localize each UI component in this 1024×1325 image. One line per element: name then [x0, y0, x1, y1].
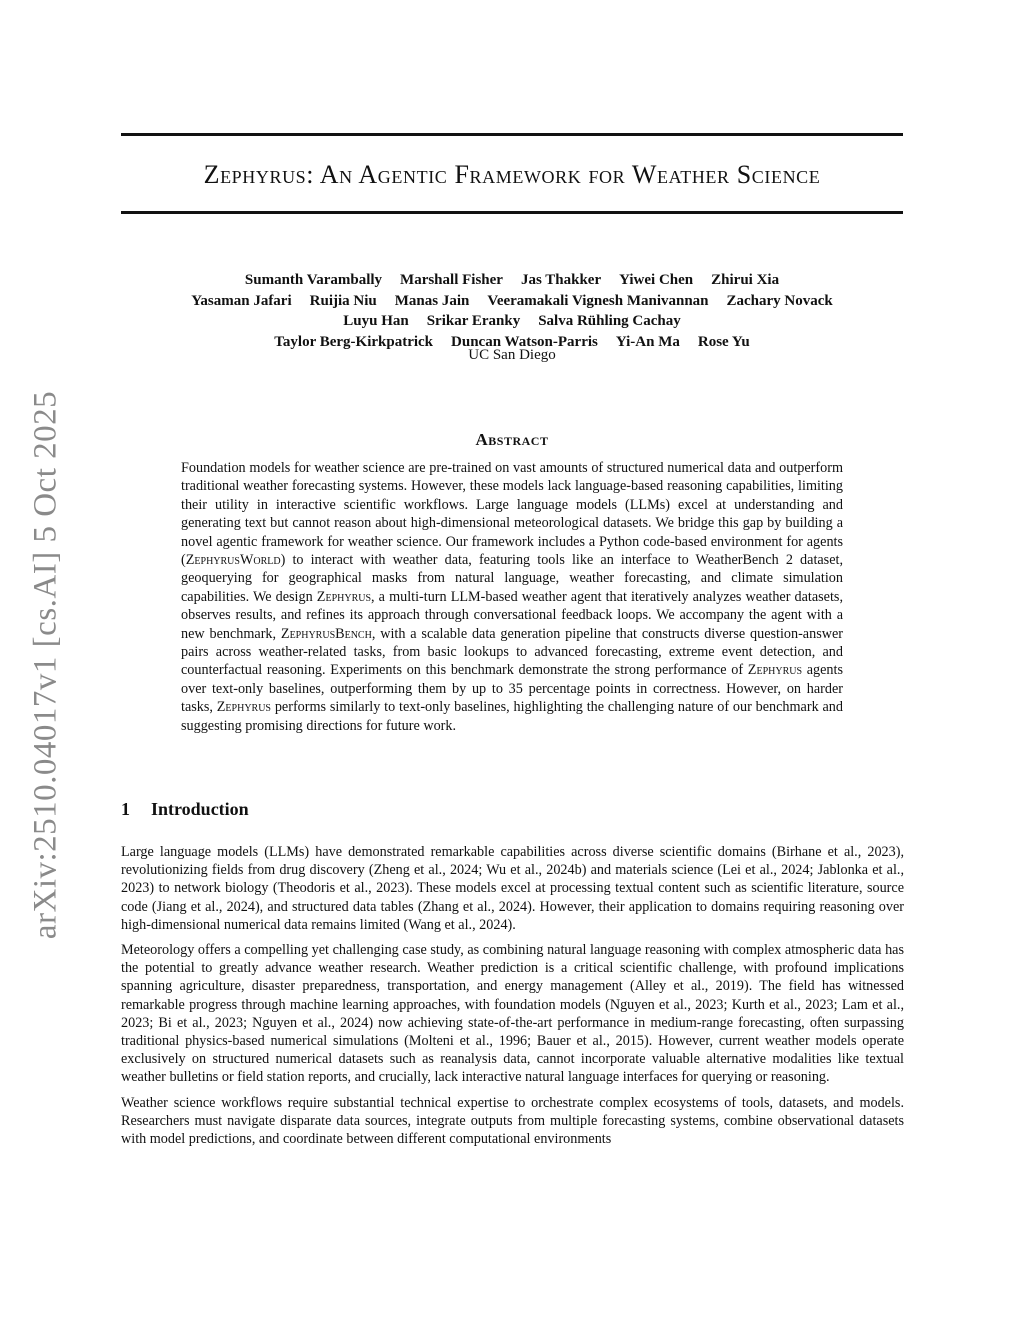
author-name: Rose Yu — [697, 333, 750, 350]
section-body — [121, 843, 904, 1155]
author-line-2 — [121, 291, 903, 312]
abstract-smallcaps-term: Zephyrus — [747, 662, 803, 679]
author-name: Ruijia Niu — [309, 292, 377, 309]
author-name: Sumanth Varambally — [244, 272, 383, 288]
author-name: Zhirui Xia — [711, 272, 780, 288]
abstract-smallcaps-term: ZephyrusBench — [280, 625, 372, 642]
title-rule-bottom — [121, 211, 903, 214]
author-name: Manas Jain — [394, 292, 470, 309]
author-name: Duncan Watson-Parris — [451, 333, 598, 350]
abstract-smallcaps-term: Zephyrus — [316, 588, 372, 605]
author-line-3 — [121, 311, 903, 332]
author-name: Veeramakali Vignesh Manivannan — [487, 292, 709, 309]
abstract-smallcaps-term: ZephyrusWorld — [185, 552, 281, 569]
abstract-smallcaps-term: Zephyrus — [216, 699, 271, 716]
abstract-segment: ) to interact with weather data, featuring tools like an interface to WeatherBench 2 dataset, geoquerying for geographical masks from natural language, weather forecasting, and climate simulation capabilities. We design — [181, 552, 843, 605]
body-paragraph: Large language models (LLMs) have demonstrated remarkable capabilities across diverse scientific domains (Birhane et al., 2023), revolutionizing fields from drug discovery (Zheng et al., 2024; Wu et al., 2024b) and materials science (Lei et al., 2024; Jablonka et al., 2023) to network biology (Theodoris et al., 2023). These models excel at processing textual content such as scientific literature, source code (Jiang et al., 2024), and structured data tables (Zhang et al., 2024). However, their application to domains requiring reasoning over high-dimensional numerical data remains limited (Wang et al., 2024). — [121, 844, 904, 933]
abstract-segment: , a multi-turn LLM-based weather agent that iteratively analyzes weather datasets, observes results, and refines its approach through conversational feedback loops. We accompany the agent with a new benchmark, — [181, 588, 843, 642]
author-name: Marshall Fisher — [400, 272, 503, 288]
arxiv-identifier-text: arXiv:2510.04017v1 [cs.AI] 5 Oct 2025 — [27, 390, 64, 940]
author-name: Luyu Han — [343, 313, 409, 329]
author-name: Taylor Berg-Kirkpatrick — [274, 333, 434, 350]
body-paragraph: Meteorology offers a compelling yet challenging case study, as combining natural language reasoning with complex atmospheric data has the potential to greatly advance weather research. Weather prediction is a critical scientific challenge, with profound implications spanning agriculture, disaster preparedness, transportation, and energy management (Alley et al., 2019). The field has witnessed remarkable progress through machine learning approaches, with foundation models (Nguyen et al., 2023; Kurth et al., 2023; Lam et al., 2023; Bi et al., 2023; Nguyen et al., 2024) now achieving state-of-the-art performance in medium-range forecasting, often surpassing traditional physics-based numerical simulations (Molteni et al., 1996; Bauer et al., 2015). However, current weather models operate exclusively on structured numerical datasets such as reanalysis data, cannot incorporate valuable alternative modalities like textual weather bulletins or field station reports, and crucially, lack interactive natural language interfaces for querying or reasoning. — [121, 942, 904, 1086]
author-name: Yasaman Jafari — [191, 292, 292, 309]
body-paragraph: Weather science workflows require substantial technical expertise to orchestrate complex ecosystems of tools, datasets, and models. Researchers must navigate disparate data sources, integrate outputs from multiple forecasting systems, combine observational datasets with model predictions, and coordinate between different computational environments — [121, 1094, 904, 1148]
author-name: Srikar Eranky — [426, 313, 521, 329]
abstract-heading: Abstract — [475, 430, 549, 449]
affiliation: UC San Diego — [468, 347, 556, 363]
author-name: Jas Thakker — [520, 272, 602, 288]
author-line-1 — [121, 270, 903, 291]
author-name: Zachary Novack — [726, 292, 833, 309]
author-list — [121, 270, 903, 352]
abstract-text — [181, 459, 843, 735]
abstract-segment: performs similarly to text-only baselines, highlighting the challenging nature of our benchmark and suggesting promising directions for future work. — [181, 699, 843, 734]
author-name: Salva Rühling Cachay — [538, 313, 681, 329]
abstract-segment: agents over text-only baselines, outperforming them by up to 35 percentage points in correctness. However, on harder tasks, — [181, 662, 843, 716]
title-rule-top — [121, 133, 903, 136]
section-title: Introduction — [151, 799, 249, 819]
section-heading — [121, 799, 249, 820]
arxiv-identifier — [20, 385, 72, 945]
abstract-segment: Foundation models for weather science are pre-trained on vast amounts of structured numerical data and outperform traditional weather forecasting systems. However, these models lack language-based reasoning capabilities, limiting their utility in interactive scientific workflows. Large language models (LLMs) excel at understanding and generating text but cannot reason about high-dimensional meteorological datasets. We bridge this gap by building a novel agentic framework for weather science. Our framework includes a Python code-based environment for agents ( — [181, 460, 843, 569]
author-name: Yi-An Ma — [615, 333, 680, 350]
section-number: 1 — [121, 799, 130, 819]
paper-title: Zephyrus: An Agentic Framework for Weather Science — [203, 160, 821, 189]
abstract-segment: , with a scalable data generation pipeline that constructs diverse question-answer pairs across weather-related tasks, from basic lookups to advanced forecasting, extreme event detection, and counterfactual reasoning. Experiments on this benchmark demonstrate the strong performance of — [181, 625, 843, 679]
author-name: Yiwei Chen — [619, 272, 694, 288]
